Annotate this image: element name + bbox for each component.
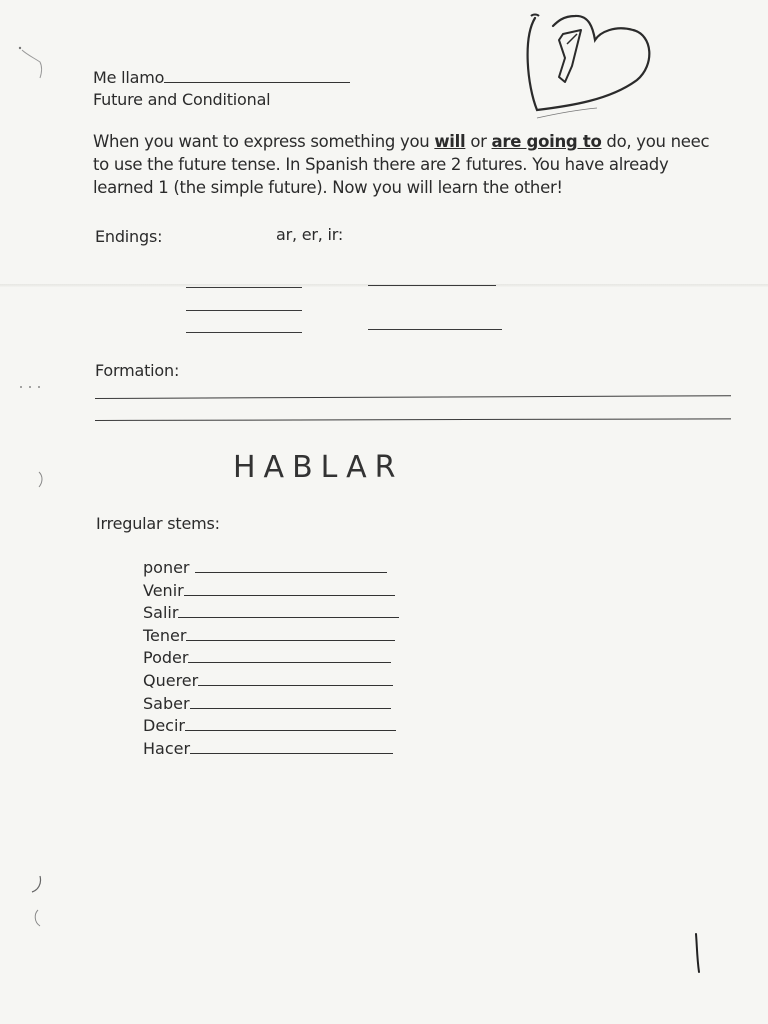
list-item [143, 580, 399, 603]
scan-speck-mark [14, 44, 50, 84]
list-item [143, 738, 399, 761]
emphasis-will: will [434, 132, 466, 151]
ending-blank-4[interactable] [368, 285, 496, 286]
intro-paragraph [93, 130, 753, 199]
list-item [143, 557, 399, 580]
name-field[interactable] [93, 68, 350, 87]
heart-number-badge [515, 10, 660, 120]
stem-blank[interactable] [195, 559, 387, 573]
formation-label: Formation: [95, 361, 180, 380]
list-item [143, 693, 399, 716]
verb-label: Tener [143, 625, 187, 645]
stem-blank[interactable] [178, 604, 399, 618]
stem-blank[interactable] [190, 695, 391, 709]
verb-label: Querer [143, 670, 199, 690]
formation-blank-1[interactable] [95, 395, 731, 399]
scan-hook-mark [28, 872, 48, 932]
example-verb-heading: HABLAR [233, 450, 404, 485]
ending-blank-1[interactable] [186, 287, 302, 288]
endings-label: Endings: [95, 227, 163, 246]
irregular-verb-list [143, 557, 399, 760]
stem-blank[interactable] [198, 672, 393, 686]
verb-label: Venir [143, 580, 184, 600]
name-blank-line[interactable] [164, 70, 350, 83]
list-item [143, 625, 399, 648]
ending-blank-5[interactable] [368, 329, 502, 330]
scan-bracket-mark [36, 470, 46, 490]
stem-blank[interactable] [185, 717, 396, 731]
ending-blank-2[interactable] [186, 310, 302, 311]
list-item [143, 647, 399, 670]
stem-blank[interactable] [184, 582, 395, 596]
number-one-icon [559, 30, 581, 82]
pen-stroke-mark [692, 932, 702, 974]
verb-label: Salir [143, 603, 179, 623]
verb-label: Poder [143, 648, 189, 668]
worksheet-subtitle: Future and Conditional [93, 90, 271, 109]
verb-label: Hacer [143, 738, 191, 758]
stem-blank[interactable] [186, 627, 395, 641]
list-item [143, 670, 399, 693]
verb-label: Decir [143, 716, 185, 736]
verb-label: poner [143, 558, 190, 577]
list-item [143, 715, 399, 738]
intro-line-1: When you want to express something you will or are going to do, you neec [93, 132, 710, 151]
emphasis-are-going-to: are going to [491, 132, 602, 151]
formation-blank-2[interactable] [95, 418, 731, 421]
intro-line-2: to use the future tense. In Spanish there are 2 futures. You have already [93, 155, 669, 174]
intro-line-3: learned 1 (the simple future). Now you will learn the other! [93, 178, 563, 197]
verb-label: Saber [143, 693, 190, 713]
irregular-stems-label: Irregular stems: [96, 514, 220, 533]
name-label: Me llamo [93, 68, 165, 87]
ending-blank-3[interactable] [186, 332, 302, 333]
scan-dots-mark [18, 382, 48, 392]
list-item [143, 602, 399, 625]
stem-blank[interactable] [190, 740, 393, 754]
endings-types: ar, er, ir: [276, 225, 344, 244]
stem-blank[interactable] [188, 649, 391, 663]
